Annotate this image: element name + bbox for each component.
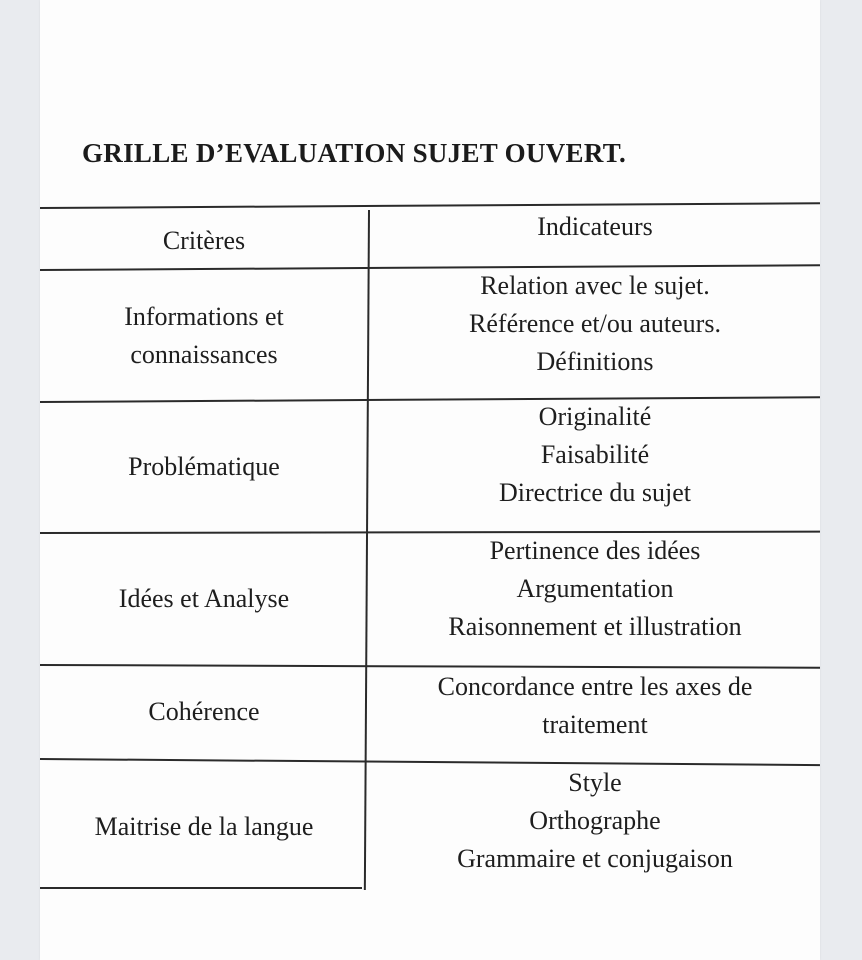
- document-title: GRILLE D’EVALUATION SUJET OUVERT.: [82, 138, 627, 168]
- criterion-line: Maitrise de la langue: [94, 812, 314, 841]
- header-criteria-text: Critères: [162, 226, 246, 255]
- header-criteria: [42, 215, 366, 267]
- indicator-item: Grammaire et conjugaison: [457, 844, 733, 873]
- header-indicators-text: Indicateurs: [537, 212, 653, 241]
- indicator-item: Originalité: [538, 402, 652, 431]
- header-indicators: [375, 205, 815, 249]
- indicator-item: Orthographe: [529, 806, 661, 835]
- table-row-4-criterion: [42, 693, 366, 731]
- indicator-item: Pertinence des idées: [489, 536, 701, 565]
- table-row-5-criterion: [42, 808, 366, 846]
- criterion-line: Problématique: [128, 452, 280, 481]
- table-row-3-criterion: [42, 580, 366, 618]
- indicator-item: Argumentation: [516, 574, 674, 603]
- indicator-item: Style: [568, 768, 622, 797]
- table-row-5-indicators: [375, 764, 815, 878]
- table-row-3-indicators: [375, 532, 815, 646]
- indicator-item: Raisonnement et illustration: [448, 612, 742, 641]
- indicator-item: Faisabilité: [540, 440, 650, 469]
- table-row-4-indicators: [375, 668, 815, 744]
- indicator-item: Relation avec le sujet.: [480, 271, 710, 300]
- criterion-line: Informations et: [124, 302, 284, 331]
- table-row-1-indicators: [375, 267, 815, 381]
- table-row-2-criterion: [42, 448, 366, 486]
- indicator-item: Définitions: [536, 347, 654, 376]
- table-row-1-criterion: [42, 298, 366, 374]
- criterion-line: Idées et Analyse: [118, 584, 290, 613]
- table-row-2-indicators: [375, 398, 815, 512]
- table-border-bottom: [40, 887, 362, 889]
- indicator-item: Référence et/ou auteurs.: [469, 309, 721, 338]
- criterion-line: Cohérence: [148, 697, 260, 726]
- indicator-item: Directrice du sujet: [498, 478, 692, 507]
- indicator-item: traitement: [542, 710, 648, 739]
- criterion-line: connaissances: [130, 340, 278, 369]
- indicator-item: Concordance entre les axes de: [437, 672, 753, 701]
